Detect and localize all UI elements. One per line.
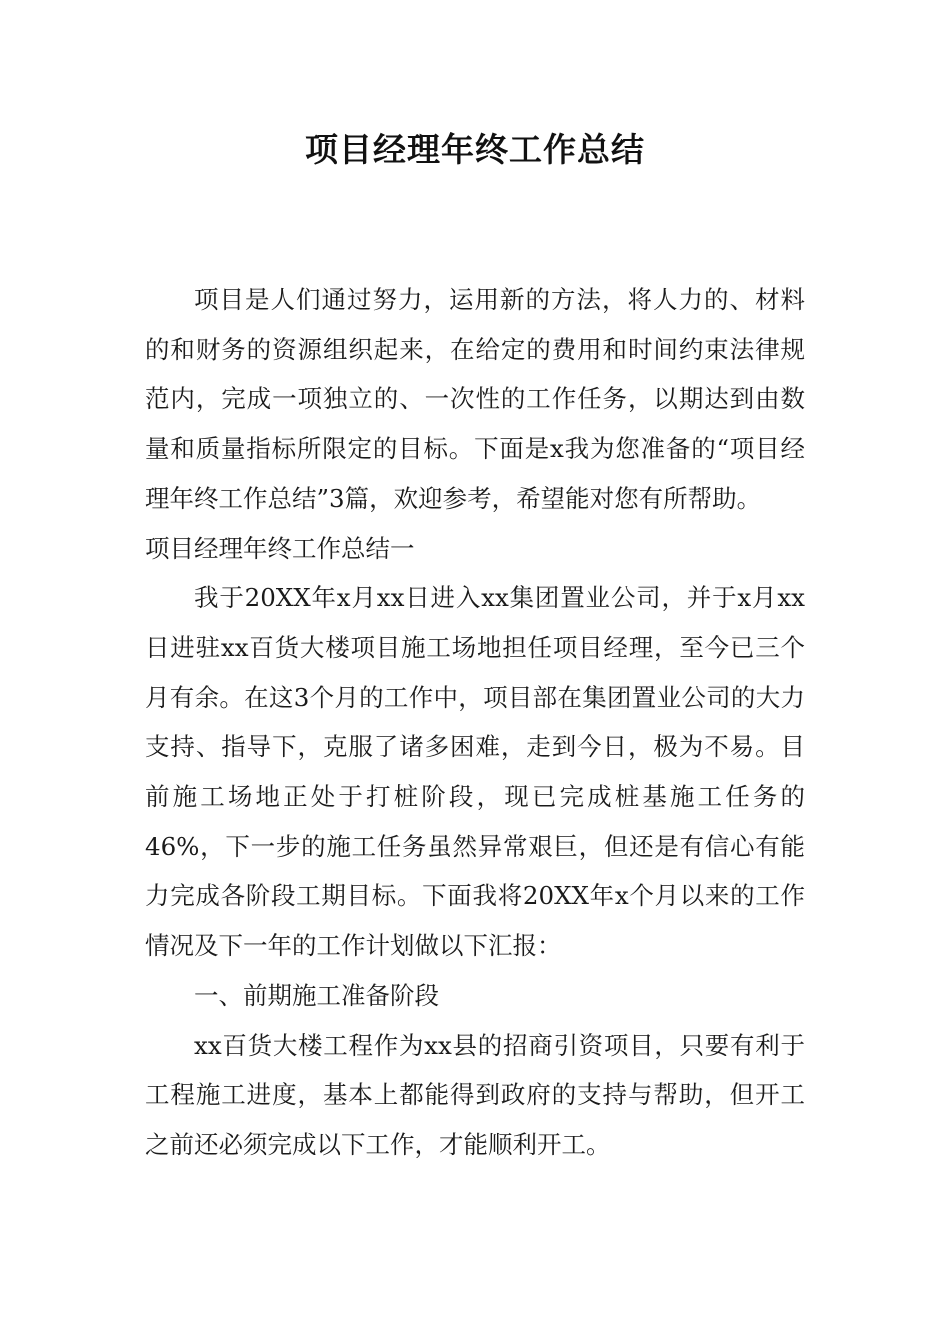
paragraph-intro: 项目是人们通过努力，运用新的方法，将人力的、材料的和财务的资源组织起来，在给定的费用和时间约束法律规范内，完成一项独立的、一次性的工作任务，以期达到由数量和质量指标所限定的目标。下面是x我为您准备的“项目经理年终工作总结”3篇，欢迎参考，希望能对您有所帮助。	[145, 285, 805, 513]
section-heading-1: 项目经理年终工作总结一	[145, 533, 415, 563]
document-title: 项目经理年终工作总结	[305, 130, 645, 169]
paragraph-preparation: xx百货大楼工程作为xx县的招商引资项目，只要有利于工程施工进度，基本上都能得到政府的支持与帮助，但开工之前还必须完成以下工作，才能顺利开工。	[145, 1030, 805, 1159]
subsection-heading: 一、前期施工准备阶段	[194, 980, 439, 1010]
document-body	[145, 275, 805, 1170]
paragraph-summary: 我于20XX年x月xx日进入xx集团置业公司，并于x月xx日进驻xx百货大楼项目施工场地担任项目经理，至今已三个月有余。在这3个月的工作中，项目部在集团置业公司的大力支持、指导下，克服了诸多困难，走到今日，极为不易。目前施工场地正处于打桩阶段，现已完成桩基施工任务的46%，下一步的施工任务虽然异常艰巨，但还是有信心有能力完成各阶段工期目标。下面我将20XX年x个月以来的工作情况及下一年的工作计划做以下汇报：	[145, 583, 805, 961]
